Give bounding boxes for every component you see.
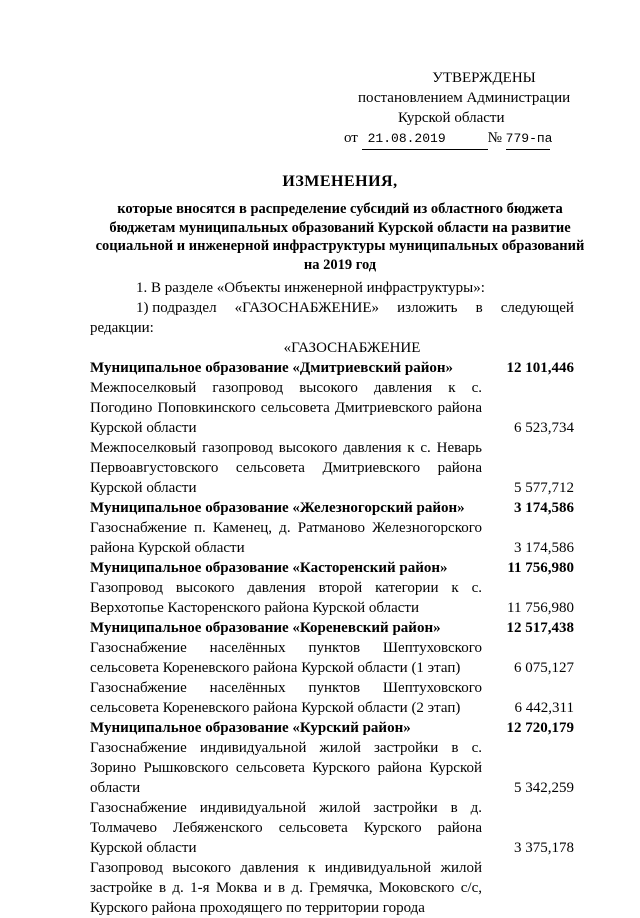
object-description: Межпоселковый газопровод высокого давления к с. Неварь Первоавгустовского сельсовета Дмитриевского района Курской области bbox=[90, 440, 482, 496]
document-body bbox=[90, 278, 574, 918]
municipality-name: Муниципальное образование «Курский район» bbox=[90, 720, 411, 736]
object-amount: 3 174,586 bbox=[514, 540, 574, 556]
approval-number: 779-па bbox=[506, 129, 550, 150]
paragraph-2-word: 1) подраздел bbox=[136, 300, 217, 316]
municipality-total: 11 756,980 bbox=[507, 560, 574, 576]
date-prefix: от bbox=[344, 130, 358, 146]
paragraph-2-word: в bbox=[475, 300, 483, 316]
title-sub: которые вносятся в распределение субсидий из областного бюджета бюджетам муниципальных образований Курской области на развитие социальной и инженерной инфраструктуры муниципальных образований на 2019 год bbox=[95, 201, 585, 273]
municipality-row bbox=[90, 498, 574, 518]
entries-list bbox=[90, 358, 574, 918]
object-row bbox=[90, 678, 574, 718]
municipality-total: 12 720,179 bbox=[506, 720, 574, 736]
object-amount: 6 442,311 bbox=[514, 700, 574, 716]
municipality-total: 12 517,438 bbox=[506, 620, 574, 636]
number-prefix: № bbox=[487, 130, 502, 146]
paragraph-2-end: редакции: bbox=[90, 320, 154, 336]
paragraph-2 bbox=[136, 298, 574, 318]
object-row bbox=[90, 578, 574, 618]
object-description: Газоснабжение населённых пунктов Шептуховского сельсовета Кореневского района Курской области (2 этап) bbox=[90, 680, 482, 716]
municipality-row bbox=[90, 358, 574, 378]
approval-line-2: Курской области bbox=[398, 110, 505, 126]
object-description: Газоснабжение индивидуальной жилой застройки в д. Толмачево Лебяженского сельсовета Курского района Курской области bbox=[90, 800, 482, 856]
object-amount: 5 342,259 bbox=[514, 780, 574, 796]
object-amount: 3 375,178 bbox=[514, 840, 574, 856]
object-description: Газоснабжение населённых пунктов Шептуховского сельсовета Кореневского района Курской области (1 этап) bbox=[90, 640, 482, 676]
municipality-total: 3 174,586 bbox=[514, 500, 574, 516]
paragraph-1: 1. В разделе «Объекты инженерной инфраструктуры»: bbox=[136, 280, 485, 296]
paragraph-2-word: изложить bbox=[397, 300, 458, 316]
object-row bbox=[90, 798, 574, 858]
municipality-row bbox=[90, 558, 574, 578]
approval-date: 21.08.2019 bbox=[362, 129, 488, 150]
paragraph-2-word: следующей bbox=[500, 300, 574, 316]
object-amount: 6 523,734 bbox=[514, 420, 574, 436]
object-amount: 6 075,127 bbox=[514, 660, 574, 676]
approval-line-1: постановлением Администрации bbox=[358, 90, 571, 106]
object-description: Межпоселковый газопровод высокого давления к с. Погодино Поповкинского сельсовета Дмитриевского района Курской области bbox=[90, 380, 482, 436]
object-amount: 5 577,712 bbox=[514, 480, 574, 496]
approval-date-line bbox=[344, 128, 594, 150]
object-row bbox=[90, 738, 574, 798]
approval-block bbox=[344, 68, 594, 150]
object-amount: 11 756,980 bbox=[507, 600, 574, 616]
object-description: Газоснабжение п. Каменец, д. Ратманово Железногорского района Курской области bbox=[90, 520, 482, 556]
section-heading: «ГАЗОСНАБЖЕНИЕ bbox=[283, 340, 421, 356]
object-description: Газопровод высокого давления к индивидуальной жилой застройке в д. 1-я Моква и в д. Гремячка, Моковского с/с, Курского района проходящего по территории города bbox=[90, 860, 482, 916]
object-row bbox=[90, 438, 574, 498]
approval-heading: УТВЕРЖДЕНЫ bbox=[432, 70, 536, 86]
object-row bbox=[90, 858, 574, 918]
object-row bbox=[90, 638, 574, 678]
paragraph-2-word: «ГАЗОСНАБЖЕНИЕ» bbox=[234, 300, 380, 316]
municipality-name: Муниципальное образование «Касторенский район» bbox=[90, 560, 448, 576]
municipality-name: Муниципальное образование «Железногорский район» bbox=[90, 500, 465, 516]
object-row bbox=[90, 518, 574, 558]
document-title bbox=[90, 172, 590, 274]
municipality-name: Муниципальное образование «Кореневский район» bbox=[90, 620, 441, 636]
municipality-total: 12 101,446 bbox=[506, 360, 574, 376]
object-description: Газоснабжение индивидуальной жилой застройки в с. Зорино Рышковского сельсовета Курского района Курской области bbox=[90, 740, 482, 796]
object-description: Газопровод высокого давления второй категории к с. Верхотопье Касторенского района Курской области bbox=[90, 580, 482, 616]
municipality-row bbox=[90, 618, 574, 638]
municipality-row bbox=[90, 718, 574, 738]
object-row bbox=[90, 378, 574, 438]
municipality-name: Муниципальное образование «Дмитриевский район» bbox=[90, 360, 454, 376]
title-main: ИЗМЕНЕНИЯ, bbox=[282, 173, 398, 190]
